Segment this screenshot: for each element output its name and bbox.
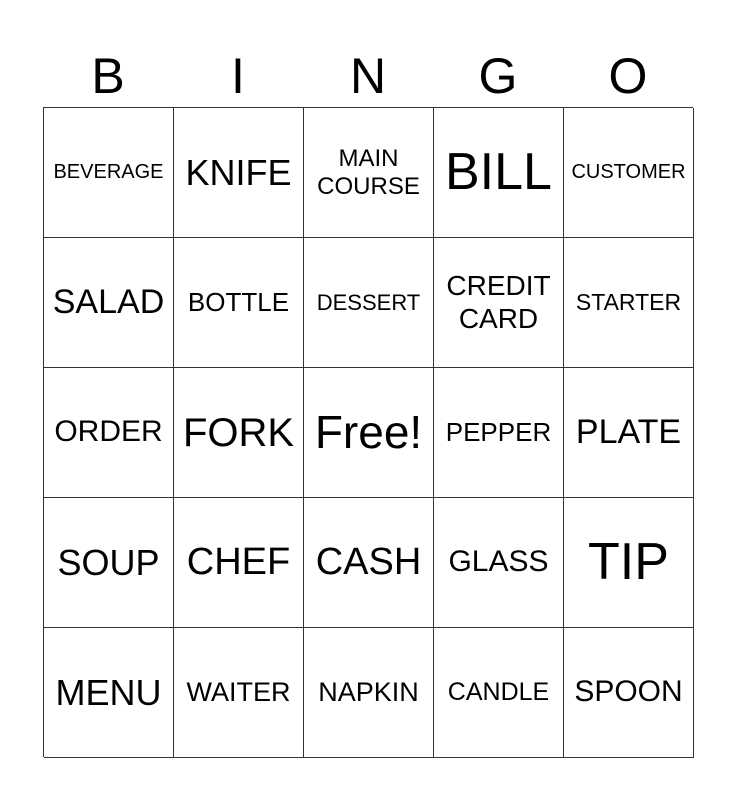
bingo-cell[interactable] — [564, 108, 694, 238]
bingo-cell[interactable] — [44, 628, 174, 758]
bingo-cell[interactable] — [174, 238, 304, 368]
bingo-cell[interactable] — [564, 238, 694, 368]
header-letter-i: I — [231, 48, 245, 104]
cell-label: CREDIT CARD — [446, 270, 551, 334]
cell-label: BEVERAGE — [53, 161, 164, 183]
cell-label: GLASS — [448, 545, 549, 579]
cell-label: DESSERT — [316, 289, 421, 315]
free-space-label: Free! — [314, 406, 423, 459]
bingo-cell[interactable] — [434, 628, 564, 758]
bingo-cell[interactable] — [44, 238, 174, 368]
cell-label: TIP — [588, 532, 669, 591]
cell-label: ORDER — [54, 415, 163, 449]
bingo-header — [43, 46, 693, 106]
cell-label: KNIFE — [185, 151, 292, 193]
cell-label: FORK — [182, 410, 295, 455]
bingo-cell[interactable] — [304, 238, 434, 368]
bingo-cell[interactable] — [564, 368, 694, 498]
cell-label: STARTER — [575, 289, 682, 316]
free-space-cell[interactable] — [304, 368, 434, 498]
cell-label: SPOON — [574, 675, 683, 709]
bingo-board — [43, 107, 693, 757]
cell-label: CHEF — [186, 540, 291, 583]
cell-label: BOTTLE — [187, 286, 290, 317]
bingo-cell[interactable] — [304, 498, 434, 628]
header-letter-n: N — [349, 48, 387, 104]
bingo-cell[interactable] — [44, 498, 174, 628]
bingo-cell[interactable] — [174, 628, 304, 758]
bingo-cell[interactable] — [174, 368, 304, 498]
cell-label: CUSTOMER — [571, 161, 686, 183]
cell-label: BILL — [445, 142, 552, 201]
bingo-cell[interactable] — [434, 498, 564, 628]
cell-label: CANDLE — [447, 678, 550, 707]
cell-label: PLATE — [575, 412, 682, 451]
bingo-cell[interactable] — [434, 368, 564, 498]
cell-label: SOUP — [57, 541, 160, 583]
bingo-cell[interactable] — [564, 498, 694, 628]
header-letter-o: O — [608, 48, 648, 104]
bingo-cell[interactable] — [44, 368, 174, 498]
header-letter-b: B — [91, 48, 125, 104]
bingo-cell[interactable] — [44, 108, 174, 238]
bingo-cell[interactable] — [174, 498, 304, 628]
cell-label: MAIN COURSE — [317, 144, 420, 200]
header-letter-g: G — [478, 48, 518, 104]
bingo-cell[interactable] — [304, 108, 434, 238]
cell-label: CASH — [315, 540, 422, 583]
bingo-cell[interactable] — [434, 108, 564, 238]
cell-label: WAITER — [186, 676, 291, 707]
cell-label: MENU — [55, 671, 162, 713]
bingo-cell[interactable] — [564, 628, 694, 758]
bingo-cell[interactable] — [434, 238, 564, 368]
cell-label: NAPKIN — [318, 676, 419, 707]
cell-label: SALAD — [52, 282, 165, 321]
bingo-cell[interactable] — [174, 108, 304, 238]
bingo-cell[interactable] — [304, 628, 434, 758]
cell-label: PEPPER — [445, 416, 552, 447]
